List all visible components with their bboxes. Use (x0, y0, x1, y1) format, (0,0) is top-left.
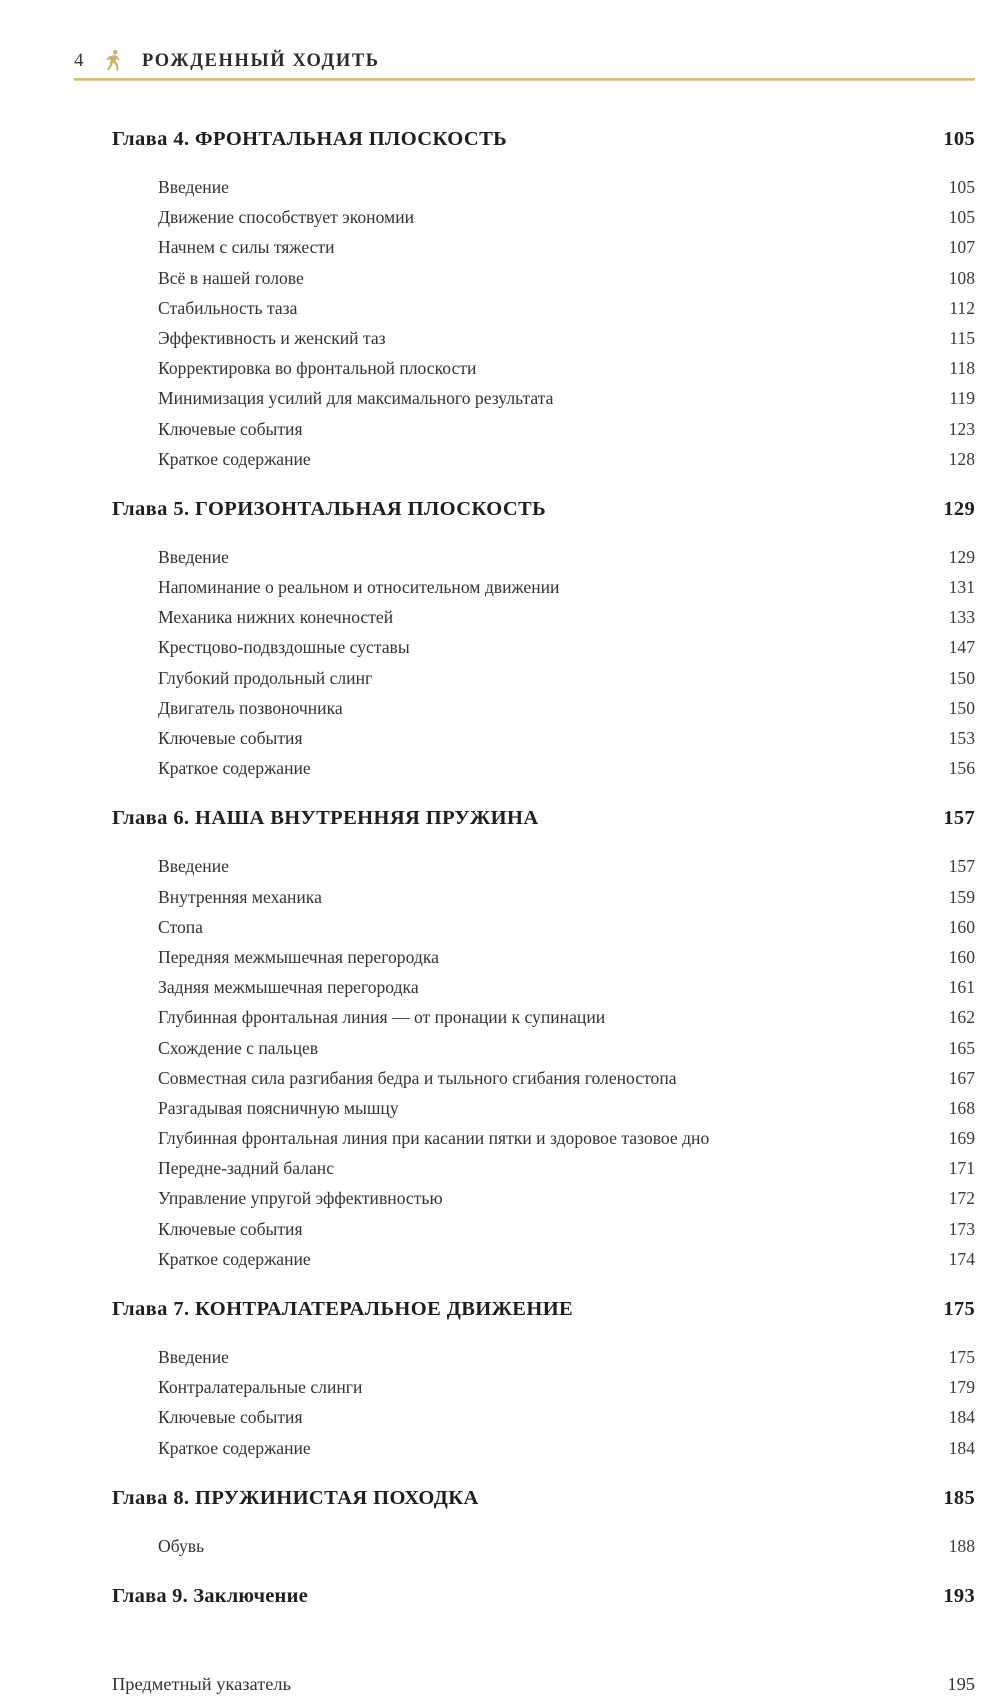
chapter-spacer (0, 1627, 1000, 1646)
toc-chapter-row-page-number: 157 (943, 807, 975, 830)
toc-entry-row-page-number: 107 (948, 237, 975, 258)
toc-entry-row-page-number: 171 (948, 1158, 975, 1179)
toc-entry-row-page-number: 157 (948, 856, 975, 877)
toc-chapter-row-title: Глава 9. Заключение (112, 1584, 308, 1607)
toc-entry-row-title: Механика нижних конечностей (158, 607, 394, 628)
toc-entry-row[interactable] (0, 358, 1000, 388)
toc-chapter-row[interactable] (0, 128, 1000, 170)
chapter-spacer (0, 1279, 1000, 1298)
toc-entry-row-title: Двигатель позвоночника (158, 697, 343, 718)
toc-chapter-row-title: Глава 4. ФРОНТАЛЬНАЯ ПЛОСКОСТЬ (112, 128, 508, 150)
toc-entry-row-page-number: 175 (948, 1347, 975, 1367)
toc-entry-row-page-number: 169 (948, 1128, 975, 1149)
toc-entry-row[interactable] (0, 1219, 1000, 1249)
toc-entry-row[interactable] (0, 856, 1000, 886)
toc-index-row[interactable] (0, 1674, 1000, 1706)
toc-chapter-row[interactable] (0, 807, 1000, 849)
toc-entry-row-title: Разгадывая поясничную мышцу (158, 1097, 399, 1118)
toc-entry-row[interactable] (0, 977, 1000, 1007)
toc-entry-row[interactable] (0, 1098, 1000, 1128)
toc-entry-row[interactable] (0, 887, 1000, 917)
toc-chapter-row-page-number: 185 (943, 1486, 975, 1509)
toc-entry-row-page-number: 112 (949, 297, 975, 318)
header-rule (74, 78, 975, 81)
toc-entry-row[interactable] (0, 1438, 1000, 1468)
toc-entry-row-page-number: 150 (948, 667, 975, 688)
chapter-spacer (0, 479, 1000, 498)
spacer (0, 849, 1000, 856)
toc-chapter-row-title: Глава 8. ПРУЖИНИСТАЯ ПОХОДКА (112, 1486, 479, 1509)
toc-entry-row[interactable] (0, 328, 1000, 358)
toc-chapter-row[interactable] (0, 1487, 1000, 1529)
toc-entry-row-page-number: 172 (948, 1188, 975, 1209)
toc-entry-row-page-number: 153 (948, 728, 975, 748)
toc-entry-row[interactable] (0, 1038, 1000, 1068)
chapter-spacer (0, 1566, 1000, 1585)
toc-entry-row-page-number: 161 (948, 977, 975, 998)
index-spacer (0, 1646, 1000, 1674)
toc-chapter-group (0, 498, 1000, 789)
toc-chapter-group (0, 1487, 1000, 1566)
toc-entry-row[interactable] (0, 1407, 1000, 1437)
toc-entry-row-page-number: 105 (948, 207, 975, 228)
toc-entry-row-title: Напоминание о реальном и относительном движении (158, 577, 560, 598)
toc-entry-row[interactable] (0, 1249, 1000, 1279)
toc-entry-row-title: Передне-задний баланс (158, 1158, 335, 1179)
running-header (74, 44, 976, 78)
toc-index-row-title: Предметный указатель (112, 1673, 291, 1694)
toc-entry-row-title: Ключевые события (158, 418, 303, 439)
toc-chapter-row[interactable] (0, 1585, 1000, 1627)
toc-entry-row[interactable] (0, 207, 1000, 237)
toc-entry-row-title: Начнем с силы тяжести (158, 237, 335, 258)
toc-entry-row-page-number: 188 (948, 1535, 975, 1556)
toc-entry-row-title: Ключевые события (158, 1407, 303, 1428)
toc-entry-row-page-number: 123 (948, 418, 975, 439)
toc-chapter-row[interactable] (0, 498, 1000, 540)
toc-entry-row-page-number: 150 (948, 697, 975, 718)
toc-entry-row-page-number: 115 (949, 327, 975, 348)
toc-entry-row-page-number: 160 (948, 916, 975, 937)
toc-chapter-row-title: Глава 7. КОНТРАЛАТЕРАЛЬНОЕ ДВИЖЕНИЕ (112, 1298, 574, 1320)
toc-entry-row[interactable] (0, 917, 1000, 947)
toc-entry-row-page-number: 174 (948, 1248, 975, 1269)
toc-entry-row-page-number: 129 (948, 546, 975, 567)
toc-entry-row-page-number: 168 (948, 1097, 975, 1118)
toc-entry-row-title: Корректировка во фронтальной плоскости (158, 358, 477, 379)
spacer (0, 1529, 1000, 1536)
chapter-spacer (0, 788, 1000, 807)
toc-entry-row-title: Краткое содержание (158, 448, 311, 469)
spacer (0, 170, 1000, 177)
toc-entry-row[interactable] (0, 1068, 1000, 1098)
toc-entry-row[interactable] (0, 758, 1000, 788)
toc-entry-row[interactable] (0, 668, 1000, 698)
toc-entry-row-page-number: 119 (949, 388, 975, 409)
toc-entry-row-title: Эффективность и женский таз (158, 327, 386, 348)
toc-entry-row-title: Глубинная фронтальная линия при касании пятки и здоровое тазовое дно (158, 1128, 710, 1149)
toc-entry-row-page-number: 131 (948, 577, 975, 598)
toc-entry-row[interactable] (0, 449, 1000, 479)
toc-entry-row-title: Движение способствует экономии (158, 207, 415, 228)
toc-entry-row-title: Введение (158, 546, 229, 567)
toc-entry-row-page-number: 159 (948, 886, 975, 907)
toc-entry-row-page-number: 118 (949, 358, 975, 379)
toc-chapter-group (0, 128, 1000, 479)
toc-entry-row[interactable] (0, 637, 1000, 667)
toc-entry-row-page-number: 105 (948, 177, 975, 197)
spacer (0, 1340, 1000, 1347)
toc-entry-row[interactable] (0, 947, 1000, 977)
toc-entry-row-page-number: 167 (948, 1067, 975, 1088)
toc-entry-row[interactable] (0, 419, 1000, 449)
toc-entry-row-title: Схождение с пальцев (158, 1037, 319, 1058)
toc-chapter-row-page-number: 175 (943, 1298, 975, 1320)
toc-entry-row-title: Передняя межмышечная перегородка (158, 946, 439, 967)
toc-entry-row-title: Минимизация усилий для максимального результата (158, 388, 554, 409)
toc-entry-row-title: Управление упругой эффективностью (158, 1188, 443, 1209)
toc-entry-row-title: Внутренняя механика (158, 886, 322, 907)
toc-entry-row-title: Введение (158, 856, 229, 877)
toc-chapter-row-title: Глава 6. НАША ВНУТРЕННЯЯ ПРУЖИНА (112, 807, 539, 830)
toc-entry-row-page-number: 184 (948, 1437, 975, 1458)
toc-entry-row[interactable] (0, 547, 1000, 577)
toc-chapter-group (0, 1298, 1000, 1468)
toc-index-row-page-number: 195 (947, 1673, 975, 1694)
table-of-contents (0, 128, 1000, 1706)
toc-chapter-row-page-number: 129 (943, 497, 975, 520)
toc-entry-row-title: Краткое содержание (158, 1248, 311, 1269)
toc-entry-row-title: Стабильность таза (158, 297, 298, 318)
toc-entry-row-title: Крестцово-подвздошные суставы (158, 637, 410, 658)
toc-entry-row-title: Введение (158, 177, 229, 197)
toc-entry-row-title: Глубинная фронтальная линия — от пронации к супинации (158, 1007, 606, 1028)
toc-entry-row-title: Краткое содержание (158, 758, 311, 779)
toc-entry-row-title: Обувь (158, 1535, 205, 1556)
toc-chapter-row-page-number: 193 (943, 1584, 975, 1607)
toc-entry-row[interactable] (0, 607, 1000, 637)
toc-entry-row[interactable] (0, 268, 1000, 298)
toc-entry-row[interactable] (0, 698, 1000, 728)
toc-entry-row-page-number: 160 (948, 946, 975, 967)
toc-entry-row[interactable] (0, 298, 1000, 328)
toc-entry-row-title: Всё в нашей голове (158, 267, 304, 288)
toc-entry-row-page-number: 108 (948, 267, 975, 288)
toc-entry-row[interactable] (0, 577, 1000, 607)
toc-entry-row-page-number: 179 (948, 1377, 975, 1398)
toc-entry-row-title: Введение (158, 1347, 229, 1367)
toc-entry-row-page-number: 133 (948, 607, 975, 628)
toc-entry-row[interactable] (0, 1377, 1000, 1407)
toc-entry-row[interactable] (0, 728, 1000, 758)
toc-entry-row-page-number: 147 (948, 637, 975, 658)
toc-entry-row-page-number: 156 (948, 758, 975, 779)
toc-entry-row-page-number: 184 (948, 1407, 975, 1428)
walking-person-icon (104, 49, 124, 73)
toc-chapter-group (0, 1585, 1000, 1627)
toc-entry-row-title: Глубокий продольный слинг (158, 667, 373, 688)
toc-entry-row[interactable] (0, 237, 1000, 267)
spacer (0, 540, 1000, 547)
toc-entry-row-title: Ключевые события (158, 728, 303, 748)
toc-chapter-row-title: Глава 5. ГОРИЗОНТАЛЬНАЯ ПЛОСКОСТЬ (112, 497, 547, 520)
toc-chapter-group (0, 807, 1000, 1279)
toc-entry-row[interactable] (0, 1007, 1000, 1037)
toc-entry-row-title: Краткое содержание (158, 1437, 311, 1458)
toc-entry-row-title: Совместная сила разгибания бедра и тыльного сгибания голеностопа (158, 1067, 677, 1088)
toc-entry-row-page-number: 162 (948, 1007, 975, 1028)
running-header-title: РОЖДЕННЫЙ ХОДИТЬ (142, 50, 380, 71)
toc-entry-row-title: Стопа (158, 916, 203, 937)
toc-entry-row[interactable] (0, 1536, 1000, 1566)
chapter-spacer (0, 1468, 1000, 1487)
toc-entry-row[interactable] (0, 1347, 1000, 1377)
toc-entry-row-page-number: 173 (948, 1218, 975, 1239)
toc-entry-row-page-number: 128 (948, 448, 975, 469)
toc-entry-row-page-number: 165 (948, 1037, 975, 1058)
toc-entry-row[interactable] (0, 177, 1000, 207)
toc-chapter-row[interactable] (0, 1298, 1000, 1340)
toc-entry-row[interactable] (0, 1128, 1000, 1158)
toc-entry-row-title: Контралатеральные слинги (158, 1377, 363, 1398)
toc-entry-row-title: Ключевые события (158, 1218, 303, 1239)
toc-entry-row-title: Задняя межмышечная перегородка (158, 977, 419, 998)
page-folio-number: 4 (74, 50, 84, 71)
toc-entry-row[interactable] (0, 1158, 1000, 1188)
toc-entry-row[interactable] (0, 388, 1000, 418)
toc-entry-row[interactable] (0, 1188, 1000, 1218)
toc-chapter-row-page-number: 105 (943, 128, 975, 150)
